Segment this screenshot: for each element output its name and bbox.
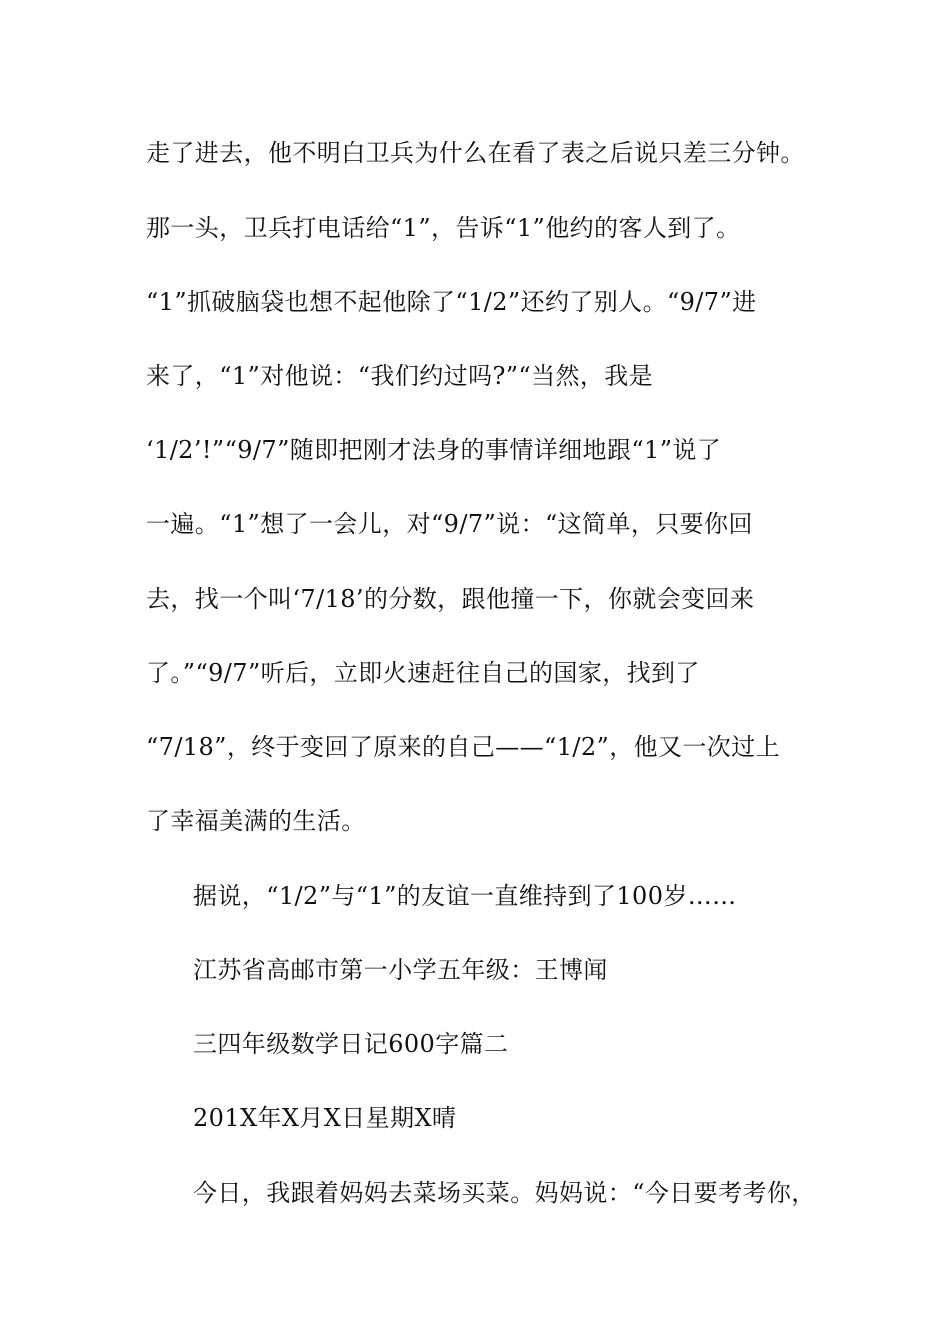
text-line-9: “7/18”，终于变回了原来的自己——“1/2”，他又一次过上 <box>146 733 780 761</box>
text-line-3: “1”抓破脑袋也想不起他除了“1/2”还约了别人。“9/7”进 <box>146 288 757 316</box>
text-line-7: 去，找一个叫‘7/18’的分数，跟他撞一下，你就会变回来 <box>146 585 755 613</box>
paragraph-market: 今日，我跟着妈妈去菜场买菜。妈妈说：“今日要考考你， <box>193 1179 816 1207</box>
text-line-4: 来了，“1”对他说：“我们约过吗?”“当然，我是 <box>146 362 654 390</box>
diary-date: 201X年X月X日星期X晴 <box>193 1104 457 1132</box>
text-line-1: 走了进去，他不明白卫兵为什么在看了表之后说只差三分钟。 <box>146 139 805 167</box>
text-line-10: 了幸福美满的生活。 <box>146 807 366 835</box>
text-line-5: ‘1/2’!”“9/7”随即把刚才法身的事情详细地跟“1”说了 <box>146 436 722 464</box>
text-line-2: 那一头，卫兵打电话给“1”，告诉“1”他约的客人到了。 <box>146 214 741 242</box>
section-title: 三四年级数学日记600字篇二 <box>193 1030 509 1058</box>
author-line: 江苏省高邮市第一小学五年级：王博闻 <box>193 956 608 984</box>
paragraph-friendship: 据说，“1/2”与“1”的友谊一直维持到了100岁…… <box>193 882 737 910</box>
text-line-6: 一遍。“1”想了一会儿，对“9/7”说：“这简单，只要你回 <box>146 510 753 538</box>
text-line-8: 了。”“9/7”听后，立即火速赶往自己的国家，找到了 <box>146 659 700 687</box>
